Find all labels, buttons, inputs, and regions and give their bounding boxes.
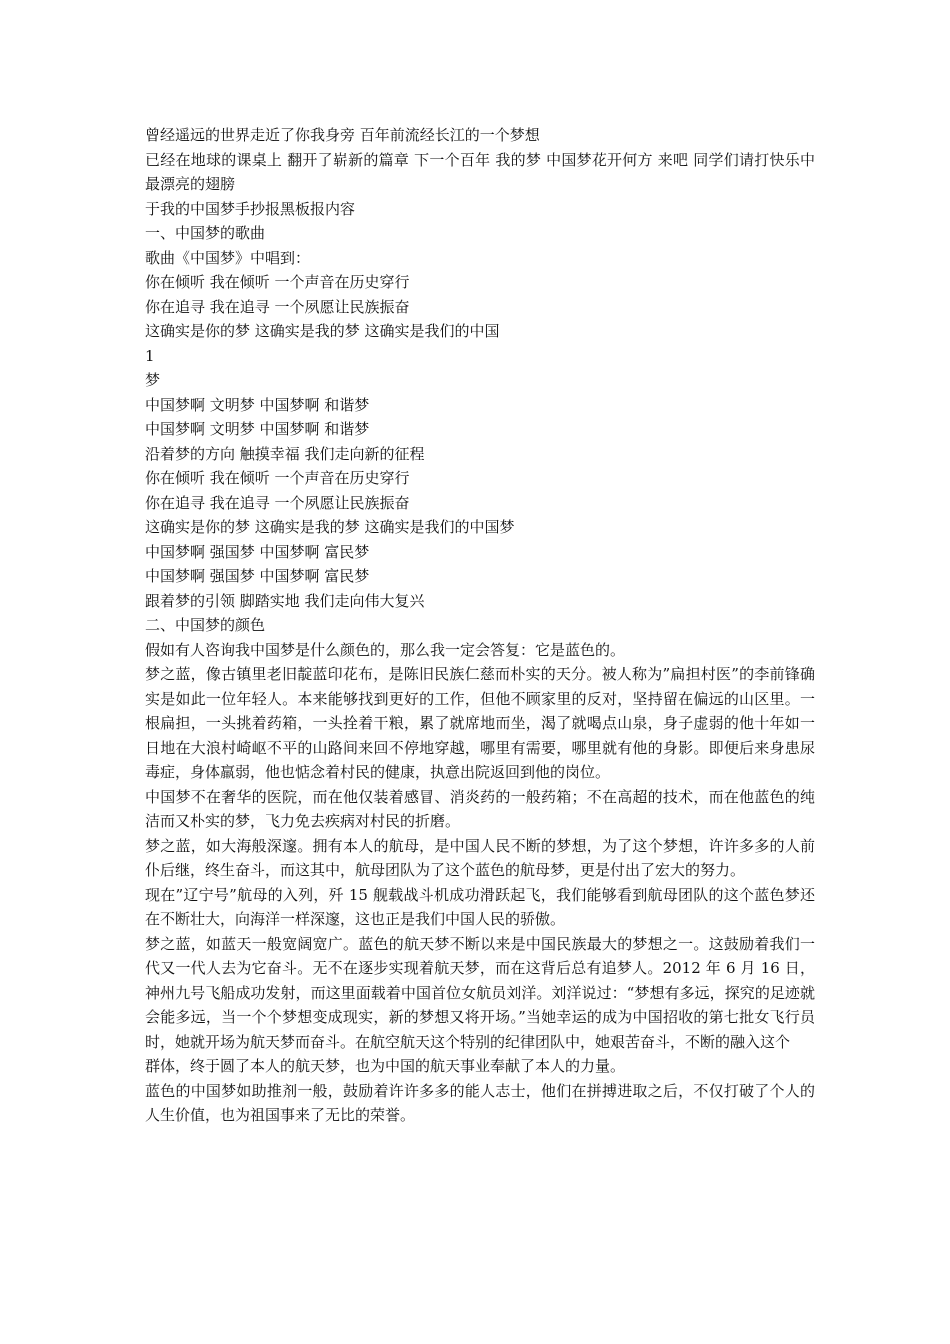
lyric-line: 这确实是你的梦 这确实是我的梦 这确实是我们的中国梦 — [145, 518, 515, 536]
lyric-line: 中国梦啊 文明梦 中国梦啊 和谐梦 — [145, 420, 370, 438]
page-number: 1 — [145, 346, 155, 365]
paragraph: 已经在地球的课桌上 翻开了崭新的篇章 下一个百年 我的梦 中国梦花开何方 来吧 同学们请打快乐中最漂亮的翅膀 — [145, 150, 815, 193]
paragraph: 梦之蓝，如大海般深邃。拥有本人的航母，是中国人民不断的梦想，为了这个梦想，许许多多的人前仆后继，终生奋斗，而这其中，航母团队为了这个蓝色的航母梦，更是付出了宏大的努力。 — [145, 836, 815, 879]
paragraph: 中国梦不在奢华的医院，而在他仅装着感冒、消炎药的一般药箱；不在高超的技术，而在他蓝色的纯洁而又朴实的梦，飞力免去疾病对村民的折磨。 — [145, 787, 815, 830]
document-body — [145, 123, 815, 1128]
lyric-line: 你在追寻 我在追寻 一个夙愿让民族振奋 — [145, 297, 410, 316]
paragraph: 现在”辽宁号”航母的入列，歼 15 舰载战斗机成功滑跃起飞，我们能够看到航母团队的这个蓝色梦还在不断壮大，向海洋一样深邃，这也正是我们中国人民的骄傲。 — [145, 885, 815, 928]
paragraph: 歌曲《中国梦》中唱到： — [145, 248, 311, 267]
section-heading: 一、中国梦的歌曲 — [145, 224, 266, 242]
paragraph: 曾经遥远的世界走近了你我身旁 百年前流经长江的一个梦想 — [145, 126, 540, 144]
paragraph: 假如有人咨询我中国梦是什么颜色的，那么我一定会答复：它是蓝色的。 — [145, 640, 626, 659]
paragraph: 梦之蓝，像古镇里老旧靛蓝印花布，是陈旧民族仁慈而朴实的天分。被人称为”扁担村医”的李前锋确实是如此一位年轻人。本来能够找到更好的工作，但他不顾家里的反对，坚持留在偏远的山区里。一根扁担，一头挑着药箱，一头拴着干粮，累了就席地而坐，渴了就喝点山泉，身子虚弱的他十年如一日地在大浪村崎岖不平的山路间来回不停地穿越，哪里有需要，哪里就有他的身影。即便后来身患尿毒症，身体羸弱，他也惦念着村民的健康，执意出院返回到他的岗位。 — [145, 665, 815, 781]
paragraph: 蓝色的中国梦如助推剂一般，鼓励着许许多多的能人志士，他们在拼搏进取之后，不仅打破了个人的人生价值，也为祖国事来了无比的荣誉。 — [145, 1081, 815, 1124]
lyric-line: 你在倾听 我在倾听 一个声音在历史穿行 — [145, 273, 410, 291]
paragraph: 群体，终于圆了本人的航天梦，也为中国的航天事业奉献了本人的力量。 — [145, 1057, 626, 1075]
section-heading: 二、中国梦的颜色 — [145, 616, 266, 634]
paragraph: 梦之蓝，如蓝天一般宽阔宽广。蓝色的航天梦不断以来是中国民族最大的梦想之一。这鼓励着我们一代又一代人去为它奋斗。无不在逐步实现着航天梦，而在这背后总有追梦人。2012 年 6 月 16 日，神州九号飞船成功发射，而这里面载着中国首位女航员刘洋。刘洋说过：“梦想有多远，探究的足迹就会能多远，当一个个梦想变成现实，新的梦想又将开场。”当她幸运的成为中国招收的第七批女飞行员时，她就开场为航天梦而奋斗。在航空航天这个特别的纪律团队中，她艰苦奋斗，不断的融入这个 — [145, 934, 815, 1051]
lyric-line: 这确实是你的梦 这确实是我的梦 这确实是我们的中国 — [145, 322, 500, 340]
lyric-line: 中国梦啊 强国梦 中国梦啊 富民梦 — [145, 542, 370, 561]
lyric-line: 沿着梦的方向 触摸幸福 我们走向新的征程 — [145, 444, 425, 463]
lyric-line: 你在追寻 我在追寻 一个夙愿让民族振奋 — [145, 493, 410, 512]
lyric-line: 中国梦啊 文明梦 中国梦啊 和谐梦 — [145, 395, 370, 414]
lyric-line: 梦 — [145, 371, 161, 389]
lyric-line: 跟着梦的引领 脚踏实地 我们走向伟大复兴 — [145, 591, 425, 610]
lyric-line: 你在倾听 我在倾听 一个声音在历史穿行 — [145, 469, 410, 487]
paragraph: 于我的中国梦手抄报黑板报内容 — [145, 199, 356, 218]
lyric-line: 中国梦啊 强国梦 中国梦啊 富民梦 — [145, 567, 370, 585]
